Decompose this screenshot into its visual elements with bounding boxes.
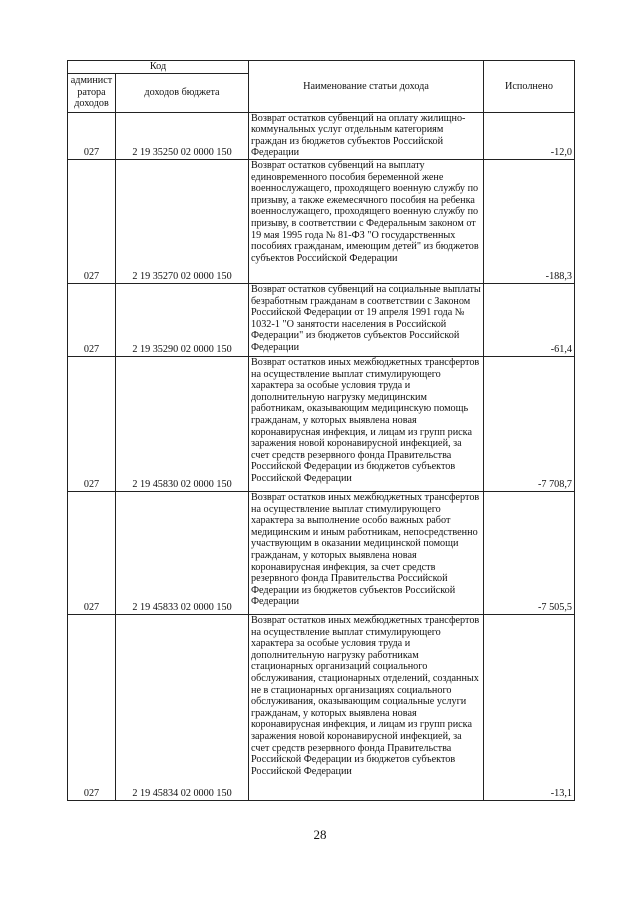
revenue-code-cell: 2 19 45833 02 0000 150 <box>116 491 249 614</box>
executed-amount-cell: -13,1 <box>484 614 575 800</box>
executed-amount-cell: -7 505,5 <box>484 491 575 614</box>
admin-code-cell: 027 <box>68 159 116 283</box>
revenue-name-cell: Возврат остатков иных межбюджетных трансфертов на осуществление выплат стимулирующего характера за особые условия труда и дополнительную нагрузку работникам стационарных организаций социального обслуживания, стационарных отделений, созданных не в стационарных организациях социального обслуживания, оказывающим социальные услуги гражданам, у которых выявлена новая коронавирусная инфекция, и лицам из групп риска заражения новой коронавирусной инфекцией, за счет средств резервного фонда Правительства Российской Федерации из бюджетов субъектов Российской Федерации <box>249 614 484 800</box>
revenue-name-cell: Возврат остатков иных межбюджетных трансфертов на осуществление выплат стимулирующего характера за особые условия труда и дополнительную нагрузку медицинским работникам, оказывающим медицинскую помощь гражданам, у которых выявлена новая коронавирусная инфекция, и лицам из групп риска заражения новой коронавирусной инфекцией, за счет средств резервного фонда Правительства Российской Федерации из бюджетов субъектов Российской Федерации <box>249 356 484 491</box>
table-row <box>68 159 575 283</box>
executed-amount-cell: -12,0 <box>484 112 575 159</box>
admin-code-cell: 027 <box>68 356 116 491</box>
page-number: 28 <box>313 827 327 842</box>
revenue-code-column-header: доходов бюджета <box>116 73 249 112</box>
table-row <box>68 112 575 159</box>
revenue-code-cell: 2 19 45834 02 0000 150 <box>116 614 249 800</box>
executed-amount-cell: -61,4 <box>484 283 575 356</box>
admin-code-cell: 027 <box>68 112 116 159</box>
revenue-code-cell: 2 19 35290 02 0000 150 <box>116 283 249 356</box>
name-column-header: Наименование статьи дохода <box>249 61 484 113</box>
revenue-name-cell: Возврат остатков иных межбюджетных трансфертов на осуществление выплат стимулирующего характера за выполнение особо важных работ медицинским и иным работникам, непосредственно участвующим в оказании медицинской помощи гражданам, у которых выявлена новая коронавирусная инфекция, за счет средств резервного фонда Правительства Российской Федерации из бюджетов субъектов Российской Федерации <box>249 491 484 614</box>
executed-amount-cell: -7 708,7 <box>484 356 575 491</box>
revenue-code-cell: 2 19 45830 02 0000 150 <box>116 356 249 491</box>
table-row <box>68 283 575 356</box>
table-row <box>68 614 575 800</box>
admin-code-cell: 027 <box>68 614 116 800</box>
table-row <box>68 356 575 491</box>
revenue-name-cell: Возврат остатков субвенций на оплату жилищно-коммунальных услуг отдельным категориям граждан из бюджетов субъектов Российской Федерации <box>249 112 484 159</box>
admin-code-cell: 027 <box>68 491 116 614</box>
revenue-code-cell: 2 19 35250 02 0000 150 <box>116 112 249 159</box>
revenue-name-cell: Возврат остатков субвенций на выплату единовременного пособия беременной жене военнослужащего, проходящего военную службу по призыву, а также ежемесячного пособия на ребенка военнослужащего, проходящего военную службу по призыву, в соответствии с Федеральным законом от 19 мая 1995 года № 81-ФЗ "О государственных пособиях гражданам, имеющим детей" из бюджетов субъектов Российской Федерации <box>249 159 484 283</box>
admin-code-cell: 027 <box>68 283 116 356</box>
revenue-name-cell: Возврат остатков субвенций на социальные выплаты безработным гражданам в соответствии с Законом Российской Федерации от 19 апреля 1991 года № 1032-1 "О занятости населения в Российской Федерации" из бюджетов субъектов Российской Федерации <box>249 283 484 356</box>
executed-column-header: Исполнено <box>484 61 575 113</box>
revenue-code-cell: 2 19 35270 02 0000 150 <box>116 159 249 283</box>
admin-column-header: админист ратора доходов <box>68 73 116 112</box>
code-group-header: Код <box>68 61 249 74</box>
budget-revenue-table <box>67 60 575 801</box>
executed-amount-cell: -188,3 <box>484 159 575 283</box>
table-row <box>68 491 575 614</box>
